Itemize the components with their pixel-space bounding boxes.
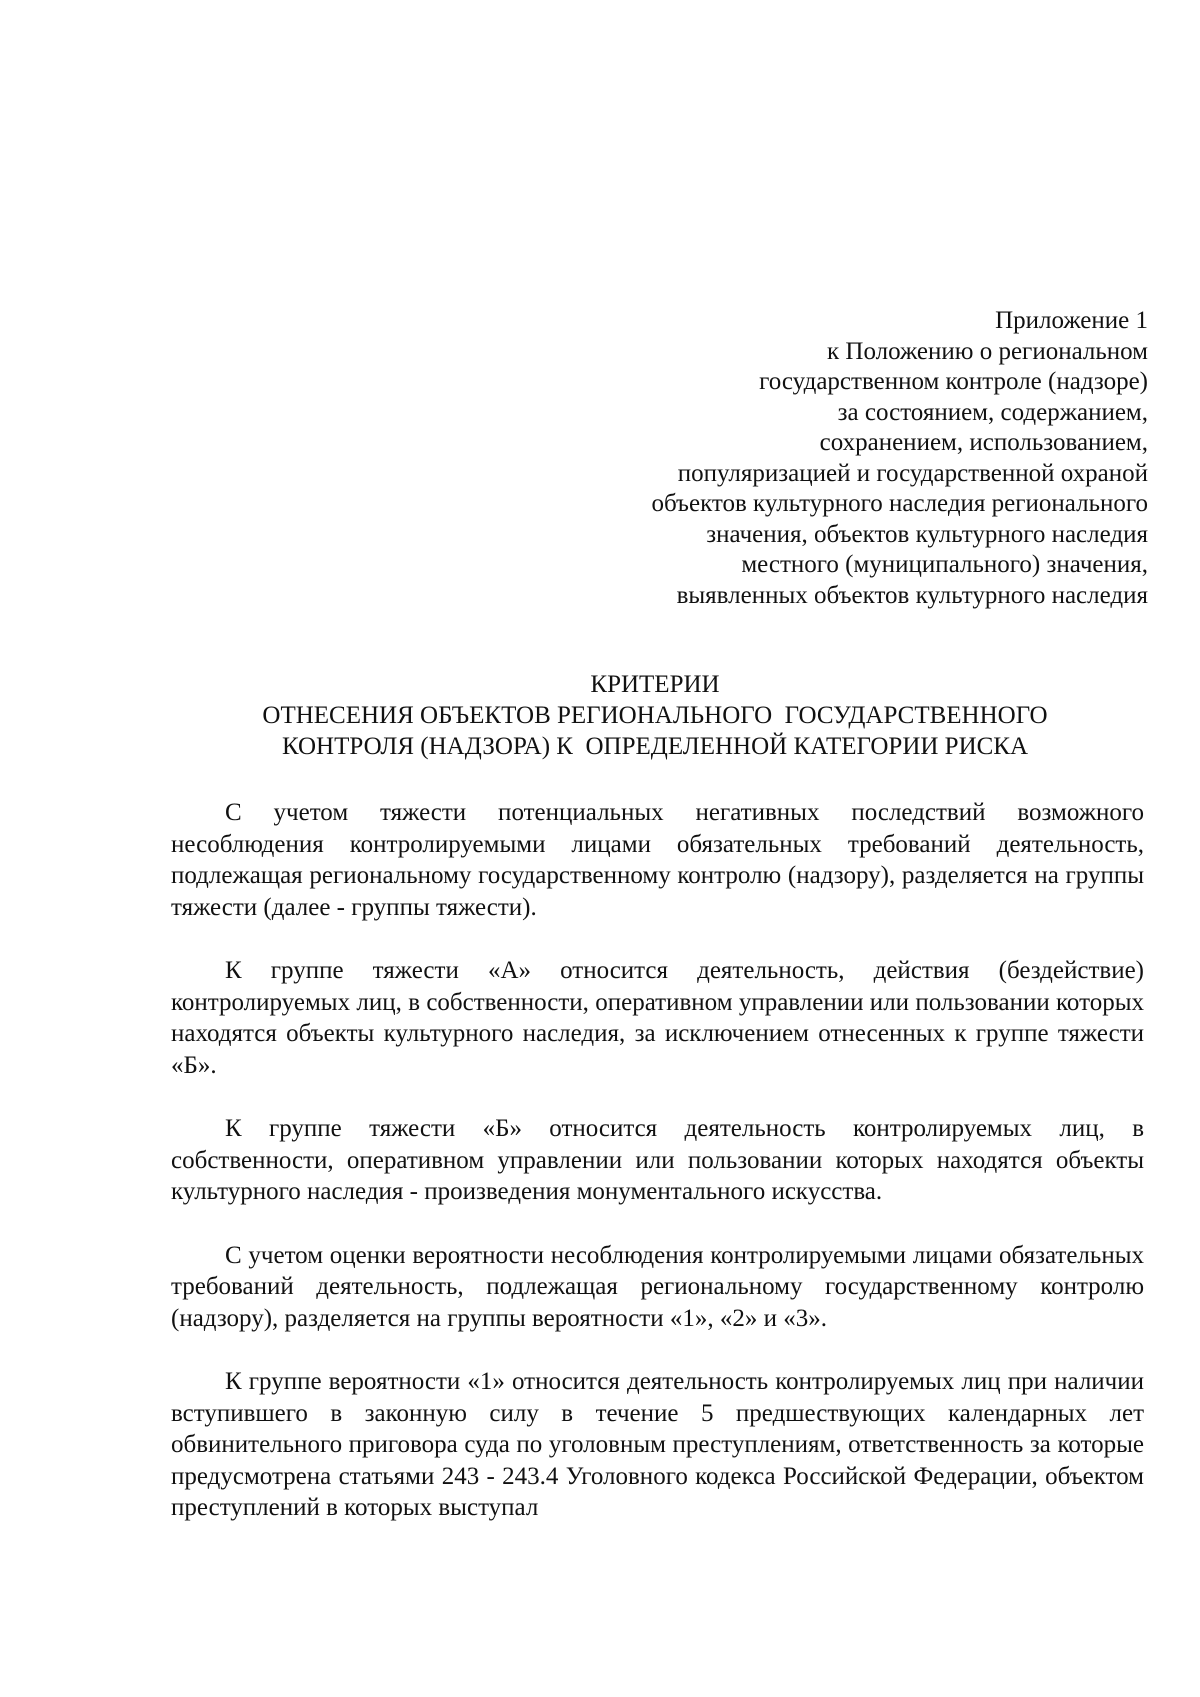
paragraph-probability-intro: С учетом оценки вероятности несоблюдения контролируемыми лицами обязательных требований деятельность, подлежащая региональному государственному контролю (надзору), разделяется на группы вероятности «1», «2» и «3». bbox=[171, 1241, 1144, 1332]
paragraph-probability-group-1: К группе вероятности «1» относится деятельность контролируемых лиц при наличии вступившего в законную силу в течение 5 предшествующих календарных лет обвинительного приговора суда по уголовным преступлениям, ответственность за которые предусмотрена статьями 243 - 243.4 Уголовного кодекса Российской Федерации, объектом преступлений в которых выступал bbox=[171, 1368, 1144, 1521]
appendix-line: Приложение 1 bbox=[995, 307, 1148, 334]
paragraph-severity-intro: С учетом тяжести потенциальных негативных последствий возможного несоблюдения контролируемыми лицами обязательных требований деятельность, подлежащая региональному государственному контролю (надзору), разделяется на группы тяжести (далее - группы тяжести). bbox=[171, 799, 1144, 921]
appendix-line: государственном контроле (надзоре) bbox=[759, 368, 1148, 395]
document-title bbox=[166, 669, 1144, 762]
appendix-line: популяризацией и государственной охраной bbox=[677, 459, 1148, 487]
appendix-line: объектов культурного наследия регионального bbox=[651, 490, 1148, 517]
title-line-1: КРИТЕРИИ bbox=[590, 671, 720, 698]
appendix-line: местного (муниципального) значения, bbox=[741, 551, 1148, 578]
appendix-line: за состоянием, содержанием, bbox=[837, 398, 1148, 426]
appendix-line: сохранением, использованием, bbox=[819, 429, 1148, 456]
appendix-header bbox=[508, 306, 1148, 611]
title-line-2: ОТНЕСЕНИЯ ОБЪЕКТОВ РЕГИОНАЛЬНОГО ГОСУДАРСТВЕННОГО bbox=[262, 702, 1048, 729]
appendix-line: значения, объектов культурного наследия bbox=[706, 520, 1148, 548]
appendix-line: к Положению о региональном bbox=[827, 337, 1148, 365]
document-body bbox=[171, 797, 1144, 1524]
title-line-3: КОНТРОЛЯ (НАДЗОРА) К ОПРЕДЕЛЕННОЙ КАТЕГОРИИ РИСКА bbox=[281, 733, 1029, 760]
appendix-line: выявленных объектов культурного наследия bbox=[676, 581, 1148, 609]
paragraph-severity-group-a: К группе тяжести «А» относится деятельность, действия (бездействие) контролируемых лиц, в собственности, оперативном управлении или пользовании которых находятся объекты культурного наследия, за исключением отнесенных к группе тяжести «Б». bbox=[171, 957, 1144, 1079]
paragraph-severity-group-b: К группе тяжести «Б» относится деятельность контролируемых лиц, в собственности, оперативном управлении или пользовании которых находятся объекты культурного наследия - произведения монументального искусства. bbox=[171, 1115, 1144, 1205]
